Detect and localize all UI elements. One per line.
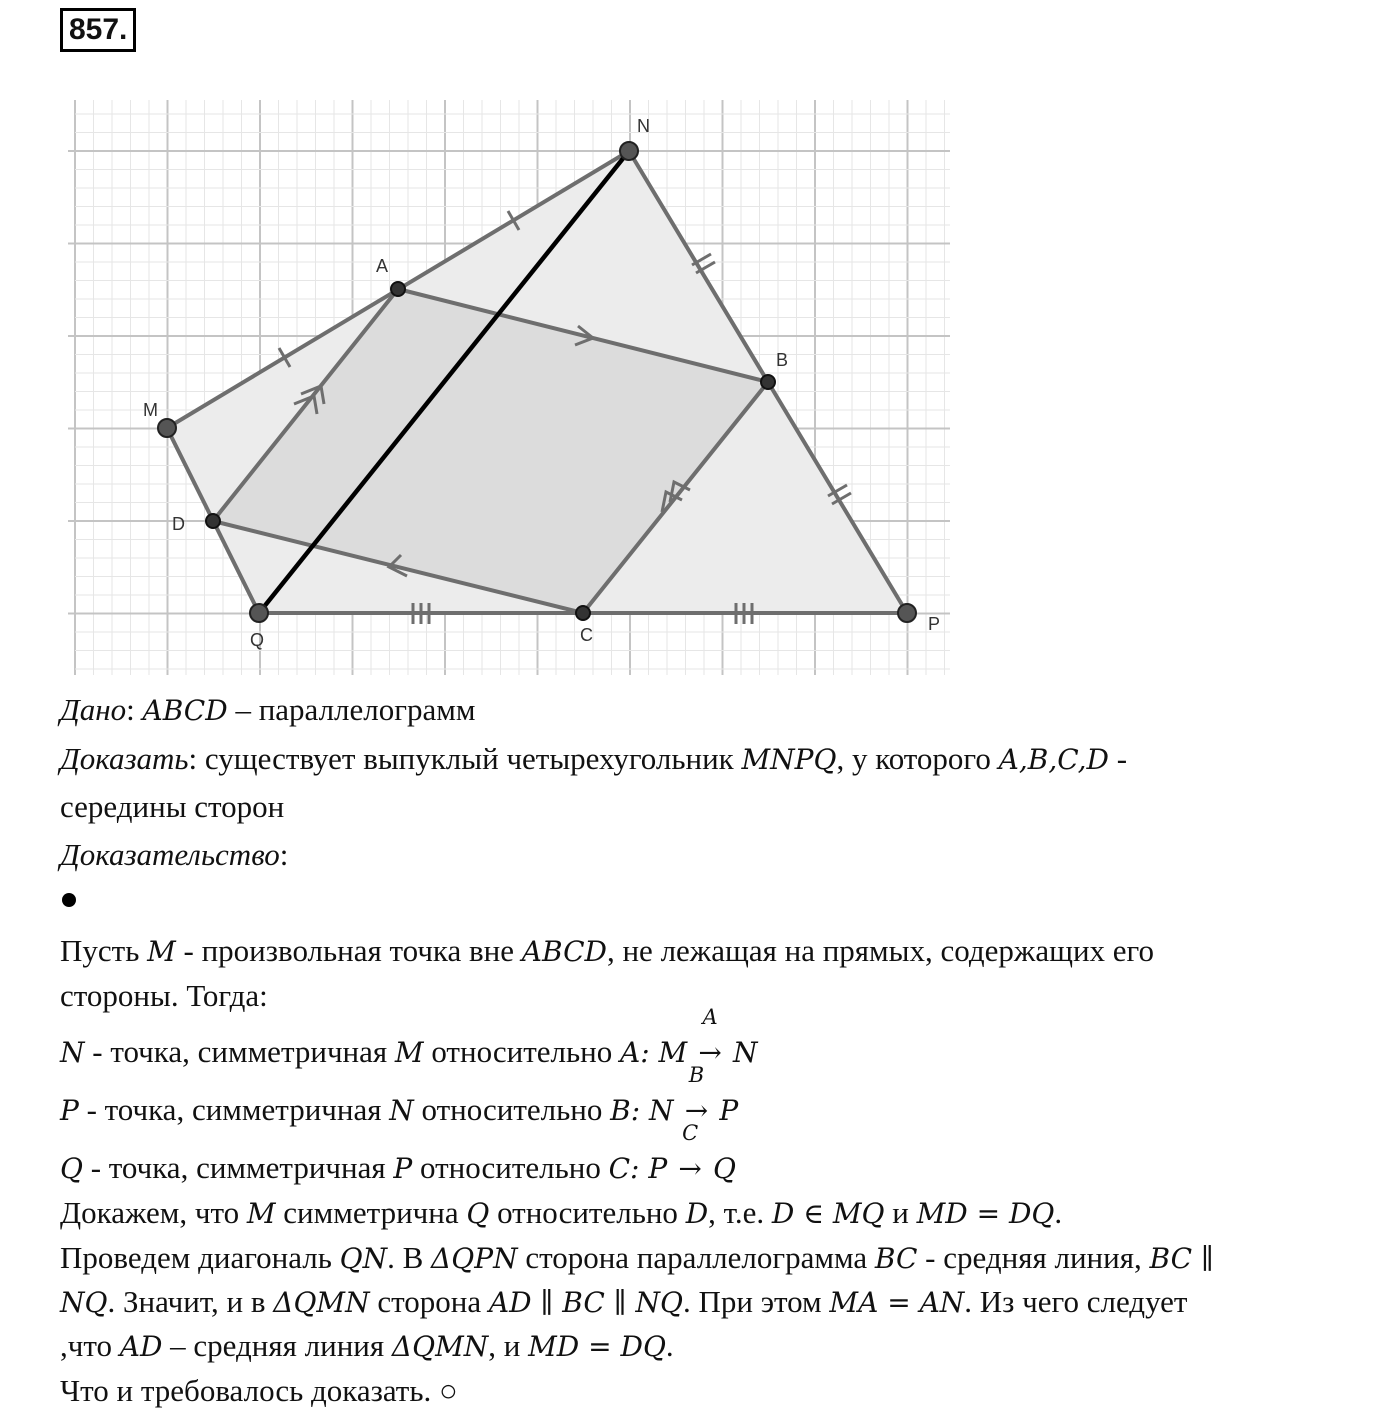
point-c — [576, 606, 590, 620]
line-let-m: Пусть M - произвольная точка вне ABCD, не лежащая на прямых, содержащих его — [60, 933, 1154, 968]
proof-colon: : — [279, 837, 289, 872]
qed-mark: ○ — [439, 1373, 458, 1408]
label-p: P — [928, 614, 941, 634]
label-n: N — [637, 116, 650, 136]
point-n — [620, 142, 638, 160]
line-therefore: NQ. Значит, и в ΔQMN сторона AD ∥ BC ∥ NQ. При этом MA = AN. Из чего следует — [60, 1284, 1188, 1319]
prove-label: Доказать — [60, 741, 189, 776]
point-d — [206, 514, 220, 528]
line-p-symmetric: P - точка, симметричная N относительно B: N → B P — [60, 1063, 739, 1127]
proof-heading — [60, 837, 1360, 873]
label-a: A — [376, 256, 389, 276]
point-p — [898, 604, 916, 622]
arrow-b: → B — [684, 1063, 709, 1127]
line-midline: ,что AD – средняя линия ΔQMN, и MD = DQ. — [60, 1328, 674, 1363]
point-a — [391, 282, 405, 296]
prove-pts: A,B,C,D — [998, 743, 1109, 776]
prove-line — [60, 741, 1360, 778]
label-d: D — [172, 514, 185, 534]
given-obj: ABCD — [142, 694, 228, 727]
prove-quad: MNPQ — [741, 743, 837, 776]
point-b — [761, 375, 775, 389]
label-b: B — [776, 350, 789, 370]
given-label: Дано — [60, 692, 127, 727]
line-q-symmetric: Q - точка, симметричная P относительно C: P → C Q — [60, 1121, 736, 1185]
line-prove-mq: Докажем, что M симметрична Q относительно D, т.е. D ∈ MQ и MD = DQ. — [60, 1195, 1063, 1230]
prove-line-2: середины сторон — [60, 789, 285, 824]
prove-t2: , у которого — [836, 741, 999, 776]
given-line — [60, 692, 1360, 729]
given-colon: : — [126, 692, 143, 727]
line-diagonal: Проведем диагональ QN. В ΔQPN сторона параллелограмма BC - средняя линия, BC ∥ — [60, 1240, 1214, 1275]
proof-label: Доказательство — [60, 837, 280, 872]
arrow-c: → C — [678, 1121, 702, 1185]
label-c: C — [580, 625, 593, 645]
prove-t3: - — [1109, 741, 1128, 776]
bullet-point — [62, 893, 76, 907]
label-m: M — [143, 400, 158, 420]
given-rest: – параллелограмм — [227, 692, 476, 727]
arrow-a: → A — [698, 1005, 722, 1069]
problem-number: 857. — [60, 8, 136, 52]
point-q — [250, 604, 268, 622]
prove-t1: : существует выпуклый четырехугольник — [188, 741, 742, 776]
point-m — [158, 419, 176, 437]
line-n-symmetric: N - точка, симметричная M относительно A: M → A N — [60, 1005, 758, 1069]
geometry-figure — [0, 0, 1400, 700]
line-qed: Что и требовалось доказать. ○ — [60, 1373, 458, 1408]
line-then: стороны. Тогда: — [60, 978, 268, 1013]
label-q: Q — [250, 630, 265, 650]
